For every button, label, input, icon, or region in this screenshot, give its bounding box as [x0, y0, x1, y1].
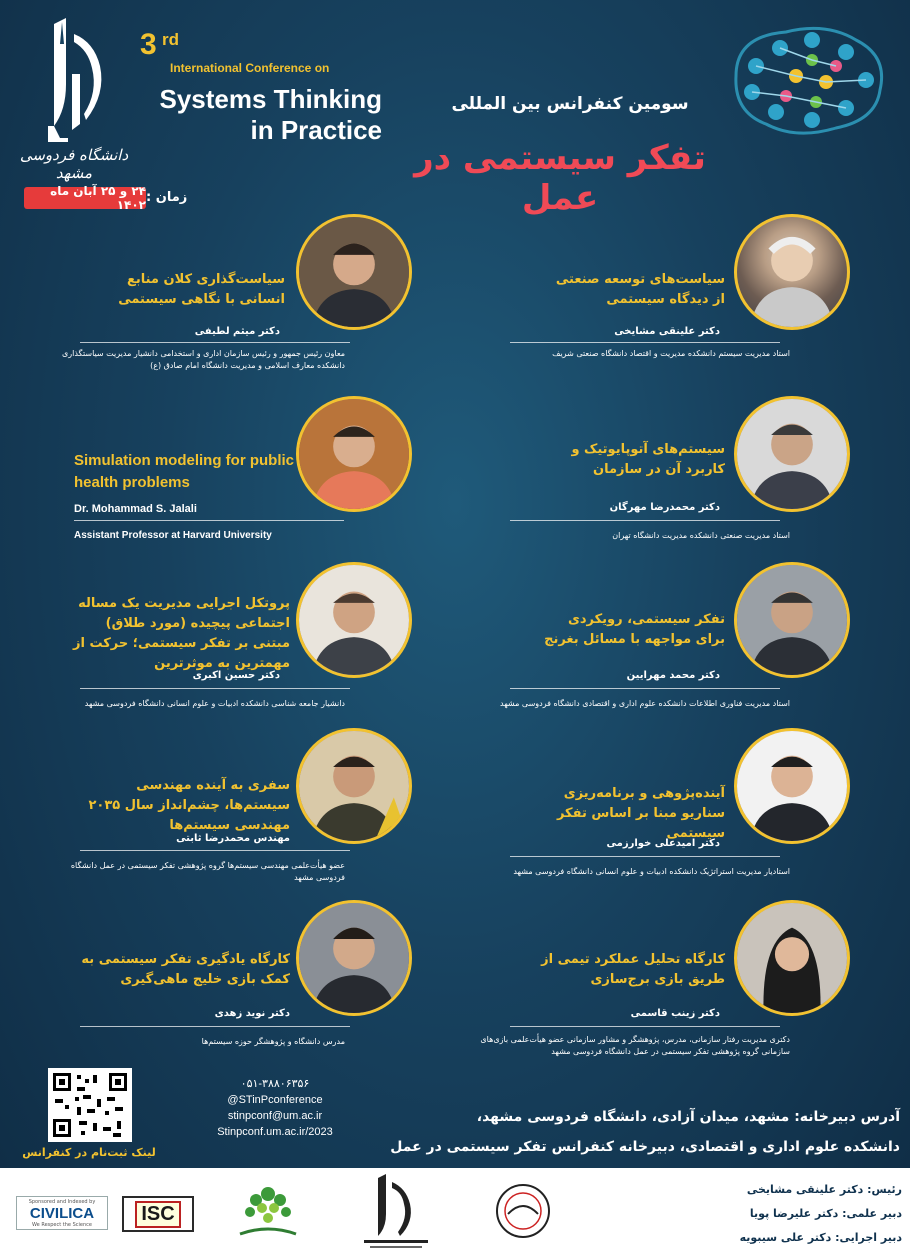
date-value: ۲۴ و ۲۵ آبان ماه ۱۴۰۲ [24, 187, 146, 209]
divider-line [510, 856, 780, 857]
speaker-affiliation: دانشیار جامعه شناسی دانشکده ادبیات و علوم انسانی دانشگاه فردوسی مشهد [84, 699, 345, 708]
speaker-name: دکتر محمدرضا مهرگان [609, 502, 720, 513]
conference-number: 3 [140, 28, 157, 61]
email-address[interactable]: stinpconf@um.ac.ir [227, 1110, 323, 1122]
speaker-talk-title: پروتکل اجرایی مدیریت یک مساله اجتماعی پیچیده (مورد طلاق) مبتنی بر تفکر سیستمی؛ حرکت از مهمترین به موثرترین [72, 596, 290, 671]
speaker-affiliation: دکتری مدیریت رفتار سازمانی، مدرس، پژوهشگر و مشاور سازمانی عضو هیأت‌علمی بازی‌های سازمانی گروه پژوهشی تفکر سیستمی در عمل دانشگاه فردوسی مشهد [480, 1035, 790, 1056]
divider-line [80, 342, 350, 343]
speaker-affiliation: استاد مدیریت فناوری اطلاعات دانشکده علوم اداری و اقتصادی دانشگاه فردوسی مشهد [500, 699, 790, 708]
speaker-name: دکتر امیدعلی خوارزمی [606, 838, 720, 849]
speaker-talk-title: تفکر سیستمی، رویکردی برای مواجهه با مسائل بغرنج [544, 612, 725, 647]
conference-subtitle-fa: سومین کنفرانس بین المللی [451, 94, 689, 114]
divider-line [510, 1026, 780, 1027]
divider-line [74, 520, 344, 521]
speaker-name: مهندس محمدرضا ثابتی [176, 833, 290, 844]
divider-line [80, 1026, 350, 1027]
speaker-talk-title: Simulation modeling for public health problems [74, 452, 294, 491]
telegram-handle[interactable]: @STinPconference [227, 1094, 323, 1106]
organizers-credits [660, 1178, 902, 1250]
conference-title-fa: تفکر سیستمی در عمل [414, 138, 706, 218]
date-label: زمان : [146, 190, 188, 205]
speaker-talk-title: کارگاه یادگیری تفکر سیستمی به کمک بازی خلیج ماهی‌گیری [81, 952, 290, 987]
speaker-name: دکتر محمد مهرایین [626, 670, 720, 681]
civilica-sponsor-text: Sponsored and Indexed by [28, 1198, 96, 1205]
divider-line [510, 342, 780, 343]
scientific-secretary: دبیر علمی: دکتر علیرضا پویا [749, 1207, 902, 1220]
speaker-photo [296, 562, 412, 678]
conference-title-en: Systems Thinking in Practice [159, 84, 382, 145]
speaker-affiliation: معاون رئیس جمهور و رئیس سازمان اداری و استخدامی دانشیار مدیریت سیاستگذاری دانشکده معارف اسلامی و مدیریت دانشگاه امام صادق (ع) [62, 349, 345, 370]
civilica-name: CIVILICA [29, 1204, 95, 1222]
divider-line [510, 688, 780, 689]
systems-society-logo [226, 1180, 310, 1246]
phone-number: ۰۵۱-۳۸۸۰۶۳۵۶ [240, 1078, 310, 1090]
speaker-talk-title: سیستم‌های آتوپایوتیک و کاربرد آن در سازمان [571, 442, 725, 477]
divider-line [80, 850, 350, 851]
speaker-talk-title: سیاست‌گذاری کلان منابع انسانی با نگاهی سیستمی [118, 272, 285, 307]
speaker-name: دکتر زینب قاسمی [630, 1008, 720, 1019]
speaker-photo [296, 214, 412, 330]
speaker-photo [734, 396, 850, 512]
speaker-name: دکتر حسین اکبری [192, 670, 280, 681]
association-logo [486, 1180, 560, 1242]
speaker-photo [734, 900, 850, 1016]
speaker-name: Dr. Mohammad S. Jalali [74, 503, 197, 515]
civilica-tagline: We Respect the Science [32, 1221, 92, 1228]
logo-caption: دانشگاه فردوسی مشهد [19, 146, 129, 182]
speaker-affiliation: Assistant Professor at Harvard University [74, 530, 272, 541]
speaker-name: دکتر نوید زهدی [214, 1008, 290, 1019]
brain-network-icon [716, 16, 896, 146]
website-link[interactable]: Stinpconf.um.ac.ir/2023 [217, 1126, 333, 1138]
divider-line [510, 520, 780, 521]
address-line-1: آدرس دبیرخانه: مشهد، میدان آزادی، دانشگاه فردوسی مشهد، [476, 1109, 900, 1125]
contact-info [190, 1076, 360, 1140]
conference-subtitle-en: International Conference on [170, 61, 330, 75]
speaker-photo [734, 728, 850, 844]
conference-ordinal: rd [162, 30, 179, 49]
secretariat-address [372, 1102, 900, 1162]
speaker-photo [296, 728, 412, 844]
speaker-affiliation: استاد مدیریت سیستم دانشکده مدیریت و اقتصاد دانشگاه صنعتی شریف [552, 349, 790, 358]
speaker-photo [296, 900, 412, 1016]
speaker-affiliation: مدرس دانشگاه و پژوهشگر حوزه سیستم‌ها [201, 1037, 345, 1046]
speaker-photo [296, 396, 412, 512]
speaker-talk-title: آینده‌پژوهی و برنامه‌ریزی سناریو مبنا بر اساس تفکر سیستمی [556, 786, 725, 841]
executive-secretary: دبیر اجرایی: دکتر علی سیبویه [739, 1231, 902, 1244]
speaker-talk-title: سیاست‌های توسعه صنعتی از دیدگاه سیستمی [555, 272, 725, 307]
speaker-affiliation: استاد مدیریت صنعتی دانشکده مدیریت دانشگاه تهران [612, 531, 790, 540]
speaker-photo [734, 214, 850, 330]
qr-caption: لینک ثبت‌نام در کنفرانس [22, 1146, 156, 1159]
civilica-logo [16, 1196, 108, 1230]
speaker-talk-title: کارگاه تحلیل عملکرد تیمی از طریق بازی برج‌سازی [541, 952, 725, 987]
registration-qr-code[interactable] [48, 1068, 132, 1142]
divider-line [80, 688, 350, 689]
isc-logo [122, 1196, 194, 1232]
address-line-2: دانشکده علوم اداری و اقتصادی، دبیرخانه کنفرانس تفکر سیستمی در عمل [390, 1139, 900, 1155]
conference-chair: رئیس: دکتر علینقی مشایخی [746, 1183, 902, 1196]
speaker-talk-title: سفری به آینده مهندسی سیستم‌ها، چشم‌انداز سال ۲۰۳۵ مهندسی سیستم‌ها [88, 778, 290, 833]
speaker-name: دکتر علینقی مشایخی [614, 326, 720, 337]
speaker-affiliation: استادیار مدیریت استراتژیک دانشکده ادبیات و علوم انسانی دانشگاه فردوسی مشهد [513, 867, 790, 876]
speaker-affiliation: عضو هیأت‌علمی مهندسی سیستم‌ها گروه پژوهشی تفکر سیستمی در عمل دانشگاه فردوسی مشهد [70, 861, 345, 882]
speaker-name: دکتر میثم لطیفی [194, 326, 280, 337]
faculty-logo [356, 1170, 436, 1252]
isc-name: ISC [135, 1201, 180, 1228]
speaker-photo [734, 562, 850, 678]
